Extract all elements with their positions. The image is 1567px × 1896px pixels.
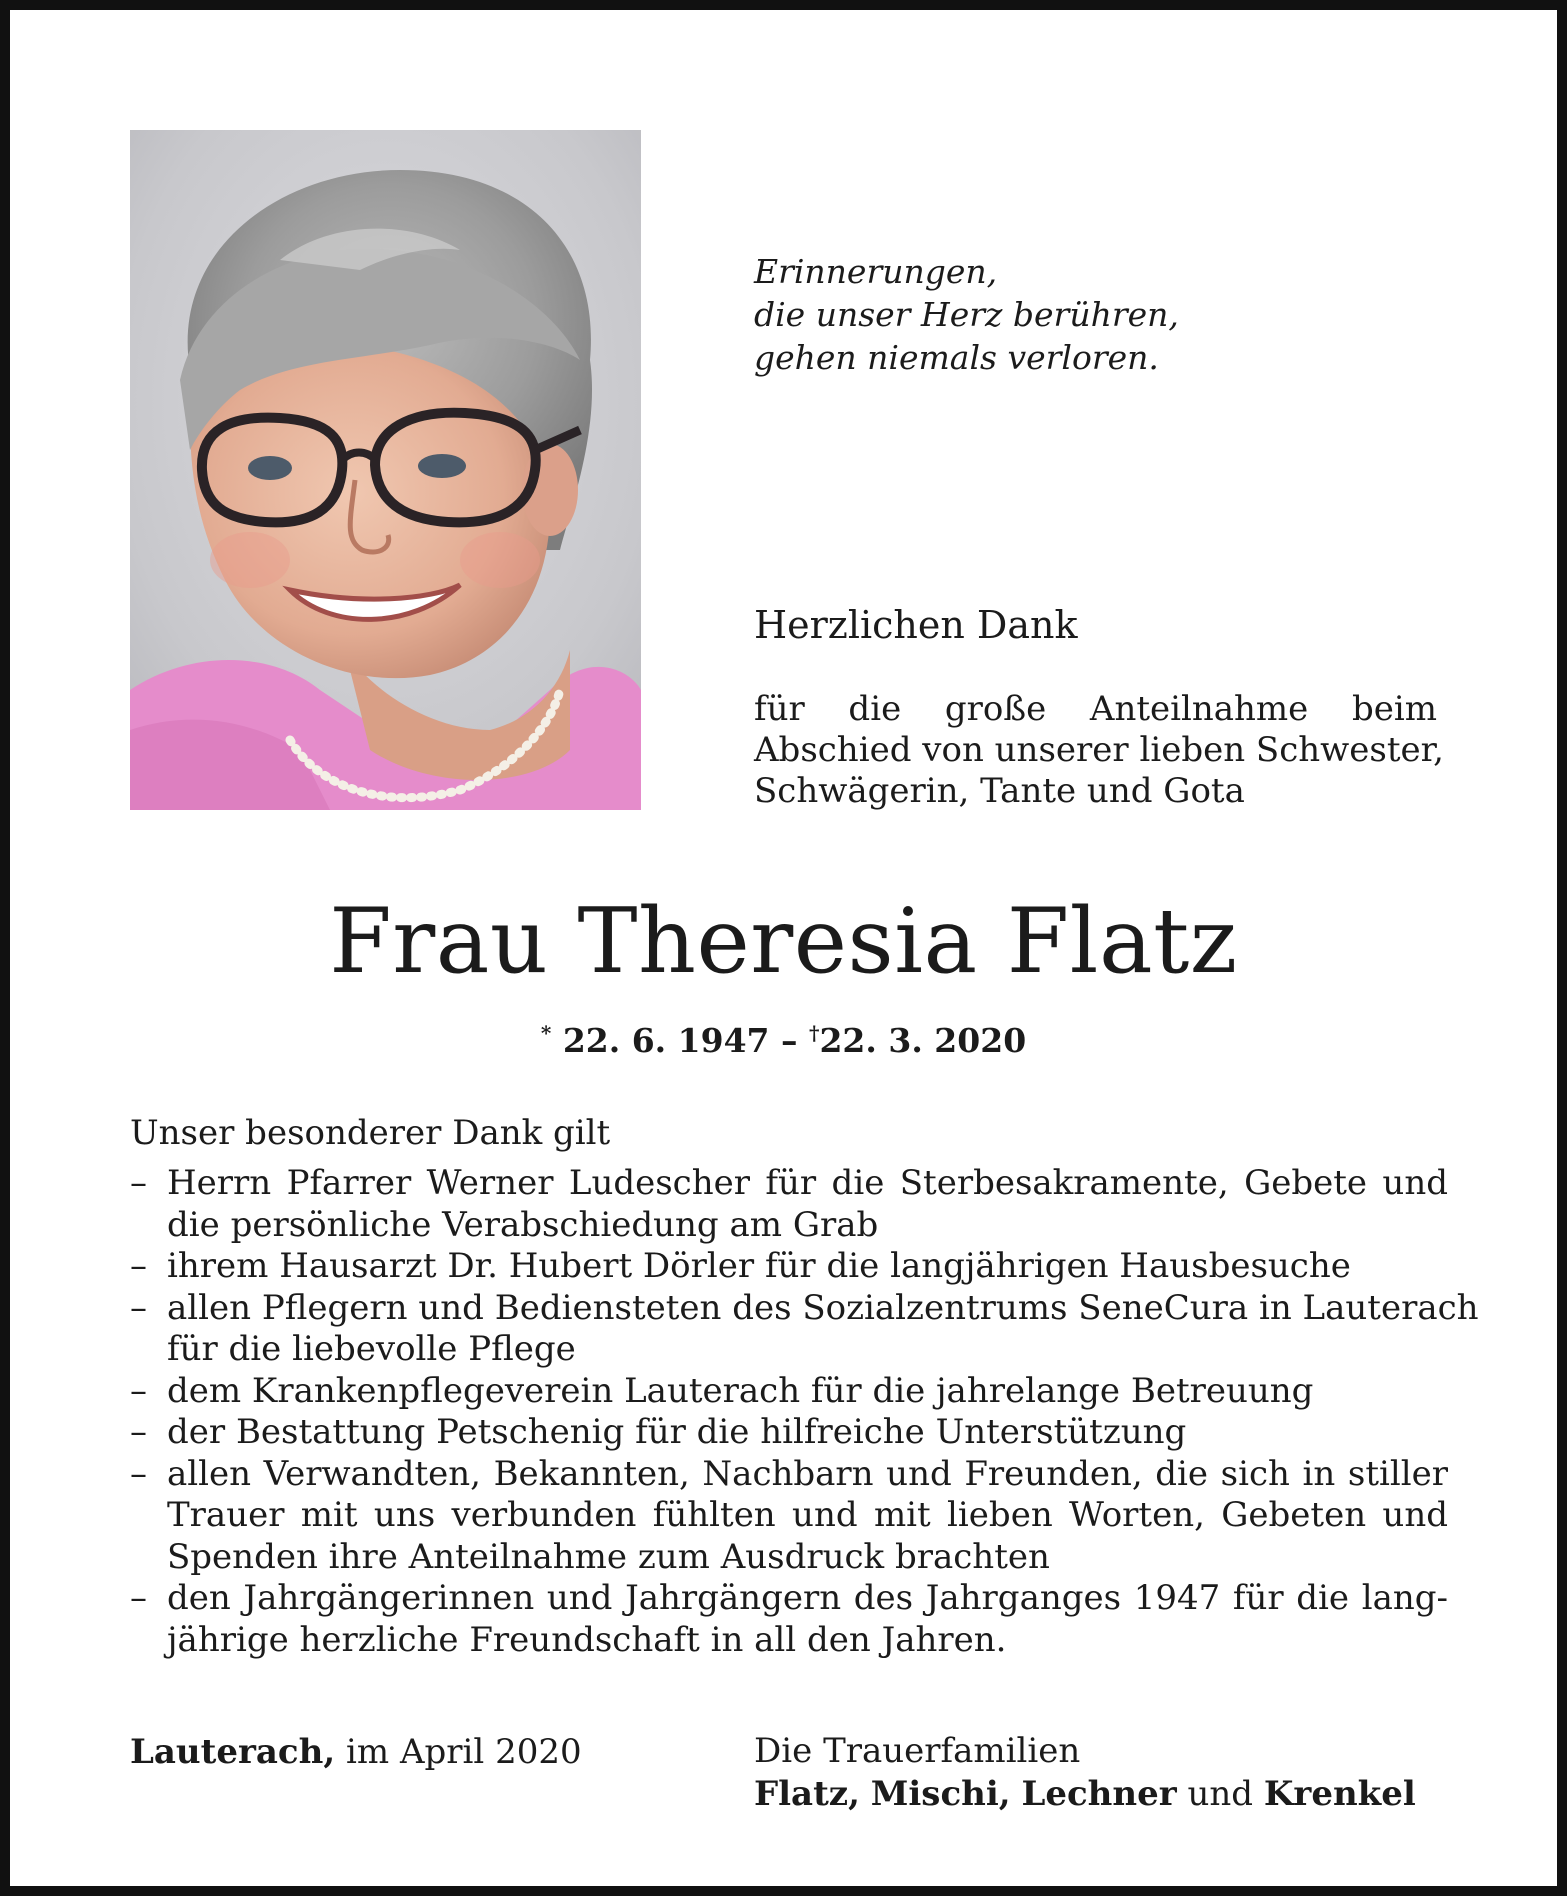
family-name: Mischi,: [870, 1774, 1011, 1814]
list-item-line: für die liebevolle Pflege: [167, 1329, 576, 1369]
list-item-line: der Bestattung Petschenig für die hilfreiche Unterstützung: [167, 1412, 1187, 1452]
list-item: [130, 1287, 1479, 1371]
date-separator: –: [781, 1021, 798, 1060]
place-and-date: [130, 1730, 582, 1774]
list-dash: –: [130, 1246, 147, 1286]
list-dash: –: [130, 1287, 147, 1328]
list-item-line: den Jahrgängerinnen und Jahrgängern des Jahrganges 1947 für die lang-: [167, 1578, 1448, 1618]
list-item-line: Herrn Pfarrer Werner Ludescher für die Sterbesakramente, Gebete und: [167, 1163, 1448, 1203]
death-date: 22. 3. 2020: [819, 1021, 1027, 1060]
list-dash: –: [130, 1163, 147, 1203]
list-dash: –: [130, 1578, 147, 1618]
family-name: Lechner: [1021, 1774, 1177, 1814]
death-symbol: †: [809, 1021, 820, 1045]
mourning-families: [754, 1730, 1416, 1816]
life-dates: [0, 1010, 1567, 1064]
list-item: [130, 1578, 1448, 1661]
families-label: Die Trauerfamilien: [754, 1731, 1081, 1771]
list-item-line: Spenden ihre Anteilnahme zum Ausdruck brachten: [167, 1536, 1050, 1577]
list-item-line: dem Krankenpflegeverein Lauterach für die jahrelange Betreuung: [167, 1370, 1314, 1411]
thanks-text: [754, 689, 1444, 812]
thanks-heading: Herzlichen Dank: [754, 603, 1078, 647]
family-conjunction: und: [1187, 1774, 1254, 1814]
portrait-photo: [130, 130, 641, 810]
birth-symbol: *: [540, 1021, 552, 1045]
list-item-line: ihrem Hausarzt Dr. Hubert Dörler für die langjährigen Hausbesuche: [167, 1246, 1351, 1286]
thanks-line: für die große Anteilnahme beim: [754, 689, 1437, 729]
list-item: [130, 1246, 1448, 1288]
place-name: Lauterach,: [130, 1732, 336, 1772]
special-thanks-intro: Unser besonderer Dank gilt: [130, 1113, 611, 1153]
poem-line: Erinnerungen,: [754, 252, 998, 291]
list-item-line: jährige herzliche Freundschaft in all den Jahren.: [167, 1619, 1007, 1660]
memorial-poem: [754, 250, 1179, 379]
poem-line: die unser Herz berühren,: [754, 295, 1179, 334]
thanks-line: Schwägerin, Tante und Gota: [754, 771, 1245, 811]
thanks-line: Abschied von unserer lieben Schwester,: [754, 730, 1444, 770]
list-item-line: die persönliche Verabschiedung am Grab: [167, 1204, 879, 1245]
list-item-line: allen Pflegern und Bediensteten des Sozialzentrums SeneCura in Lauterach: [167, 1287, 1479, 1328]
special-thanks-list: [130, 1163, 1479, 1661]
poem-line: gehen niemals verloren.: [754, 338, 1159, 377]
list-item-line: Trauer mit uns verbunden fühlten und mit lieben Worten, Gebeten und: [167, 1495, 1448, 1535]
list-item: [130, 1454, 1448, 1579]
deceased-name: Frau Theresia Flatz: [329, 889, 1238, 994]
birth-date: 22. 6. 1947: [562, 1021, 770, 1060]
notice-date: im April 2020: [346, 1732, 582, 1772]
portrait-illustration: [130, 130, 641, 810]
list-dash: –: [130, 1370, 147, 1411]
family-name: Krenkel: [1263, 1774, 1416, 1814]
list-dash: –: [130, 1412, 147, 1452]
list-item: [130, 1163, 1448, 1246]
list-item: [130, 1371, 1448, 1413]
list-item: [130, 1412, 1448, 1454]
list-item-line: allen Verwandten, Bekannten, Nachbarn und Freunden, die sich in stiller: [167, 1453, 1448, 1494]
family-name: Flatz,: [754, 1774, 860, 1814]
list-dash: –: [130, 1453, 147, 1494]
family-names: [754, 1773, 1416, 1816]
